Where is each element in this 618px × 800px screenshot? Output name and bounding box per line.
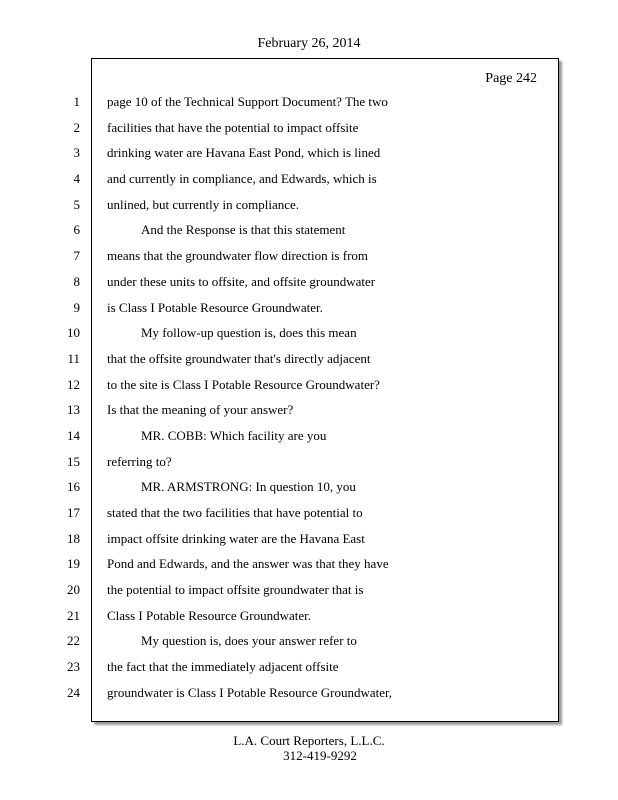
transcript-line: Class I Potable Resource Groundwater. xyxy=(107,607,311,623)
transcript-line: is Class I Potable Resource Groundwater. xyxy=(107,299,323,315)
transcript-line: Is that the meaning of your answer? xyxy=(107,402,294,418)
line-number: 7 xyxy=(73,248,80,264)
transcript-line: page 10 of the Technical Support Document? The two xyxy=(107,94,388,109)
line-number: 13 xyxy=(67,402,80,418)
transcript-line: My question is, does your answer refer to xyxy=(141,633,357,649)
page-date-header: February 26, 2014 xyxy=(257,36,361,51)
transcript-line: that the offsite groundwater that's directly adjacent xyxy=(107,350,371,366)
line-number: 15 xyxy=(67,453,80,469)
line-number-column xyxy=(0,92,80,709)
line-number: 23 xyxy=(67,659,80,675)
transcript-line: MR. ARMSTRONG: In question 10, you xyxy=(141,479,356,495)
transcript-line: impact offsite drinking water are the Havana East xyxy=(107,530,365,546)
line-number: 12 xyxy=(67,376,80,392)
line-number: 20 xyxy=(67,582,80,598)
line-number: 21 xyxy=(67,607,80,623)
transcript-line: My follow-up question is, does this mean xyxy=(141,325,357,341)
transcript-line: the fact that the immediately adjacent offsite xyxy=(107,659,339,675)
transcript-line: referring to? xyxy=(107,453,172,469)
transcript-line: MR. COBB: Which facility are you xyxy=(141,427,327,443)
transcript-line: means that the groundwater flow direction is from xyxy=(107,248,369,264)
transcript-text xyxy=(107,92,547,709)
transcript-line: the potential to impact offsite groundwater that is xyxy=(107,582,364,598)
footer-company: L.A. Court Reporters, L.L.C. xyxy=(233,733,385,748)
line-number: 10 xyxy=(67,325,80,341)
page-footer xyxy=(0,733,618,763)
transcript-line: groundwater is Class I Potable Resource Groundwater, xyxy=(107,684,393,700)
transcript-line: Pond and Edwards, and the answer was that they have xyxy=(107,556,389,572)
line-number: 4 xyxy=(73,171,80,187)
line-number: 19 xyxy=(67,556,80,572)
transcript-line: And the Response is that this statement xyxy=(141,222,346,238)
line-number: 9 xyxy=(73,299,80,315)
line-number: 3 xyxy=(73,145,80,161)
line-number: 6 xyxy=(73,222,80,238)
line-number: 22 xyxy=(67,633,80,649)
line-number: 2 xyxy=(73,119,80,135)
line-number: 5 xyxy=(73,196,80,212)
line-number: 18 xyxy=(67,530,80,546)
transcript-line: to the site is Class I Potable Resource Groundwater? xyxy=(107,376,380,392)
line-number: 11 xyxy=(67,350,80,366)
page-number: Page 242 xyxy=(485,71,537,86)
transcript-line: drinking water are Havana East Pond, which is lined xyxy=(107,145,381,161)
line-number: 1 xyxy=(73,94,80,109)
line-number: 24 xyxy=(67,684,80,700)
transcript-line: under these units to offsite, and offsite groundwater xyxy=(107,273,376,289)
line-number: 17 xyxy=(67,505,80,520)
line-number: 8 xyxy=(73,273,80,289)
transcript-line: facilities that have the potential to impact offsite xyxy=(107,119,359,135)
transcript-line: stated that the two facilities that have potential to xyxy=(107,505,363,520)
transcript-line: and currently in compliance, and Edwards, which is xyxy=(107,171,377,187)
line-number: 16 xyxy=(67,479,80,495)
line-number: 14 xyxy=(67,427,80,443)
transcript-line: unlined, but currently in compliance. xyxy=(107,196,300,212)
footer-phone: 312-419-9292 xyxy=(283,748,357,763)
